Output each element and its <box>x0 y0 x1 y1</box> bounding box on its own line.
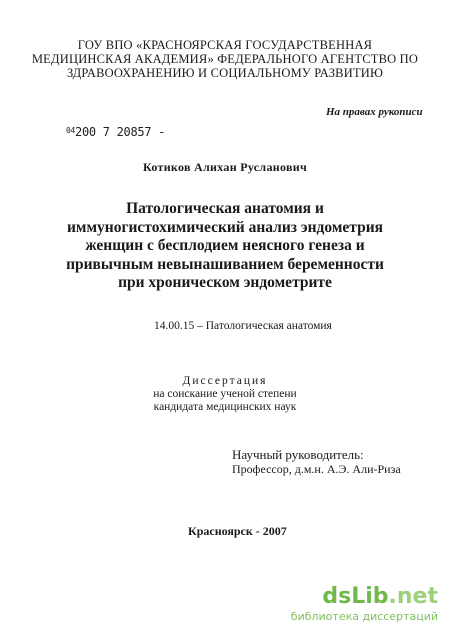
stamp-number: 200 7 20857 - <box>75 125 166 139</box>
institution-line-3: ЗДРАВООХРАНЕНИЮ И СОЦИАЛЬНОМУ РАЗВИТИЮ <box>66 66 384 80</box>
institution-header <box>0 38 450 80</box>
title-line-4: привычным невынашиванием беременности <box>66 255 384 273</box>
watermark-subtitle: библиотека диссертаций <box>290 610 438 623</box>
registration-stamp <box>66 125 165 139</box>
advisor-name: Профессор, д.м.н. А.Э. Али-Риза <box>232 462 401 476</box>
watermark <box>291 586 438 623</box>
title-line-5: при хроническом эндометрите <box>118 274 332 291</box>
dissertation-block <box>0 375 450 414</box>
advisor-heading: Научный руководитель: <box>232 447 364 462</box>
dissertation-title <box>0 200 450 293</box>
dissertation-line-3: кандидата медицинских наук <box>153 401 297 413</box>
dissertation-word: Диссертация <box>182 375 268 387</box>
watermark-logo-part2: .net <box>388 584 438 609</box>
author-name: Котиков Алихан Русланович <box>142 160 308 174</box>
title-line-1: Патологическая анатомия и <box>126 200 324 217</box>
advisor-block <box>232 448 401 476</box>
dissertation-line-2: на соискание ученой степени <box>153 388 297 400</box>
city-year: Красноярск - 2007 <box>188 524 287 538</box>
watermark-logo-part1: dsLib <box>322 584 389 609</box>
institution-line-1: ГОУ ВПО «КРАСНОЯРСКАЯ ГОСУДАРСТВЕННАЯ <box>77 38 373 52</box>
specialty-code: 14.00.15 – Патологическая анатомия <box>154 320 332 332</box>
title-line-2: иммуногистохимический анализ эндометрия <box>66 218 384 236</box>
rights-note: На правах рукописи <box>326 106 423 118</box>
institution-line-2: МЕДИЦИНСКАЯ АКАДЕМИЯ» ФЕДЕРАЛЬНОГО АГЕНТСТВО ПО <box>31 52 419 66</box>
stamp-prefix: 04 <box>66 126 76 135</box>
watermark-logo <box>291 586 438 608</box>
title-line-3: женщин с бесплодием неясного генеза и <box>85 237 365 254</box>
